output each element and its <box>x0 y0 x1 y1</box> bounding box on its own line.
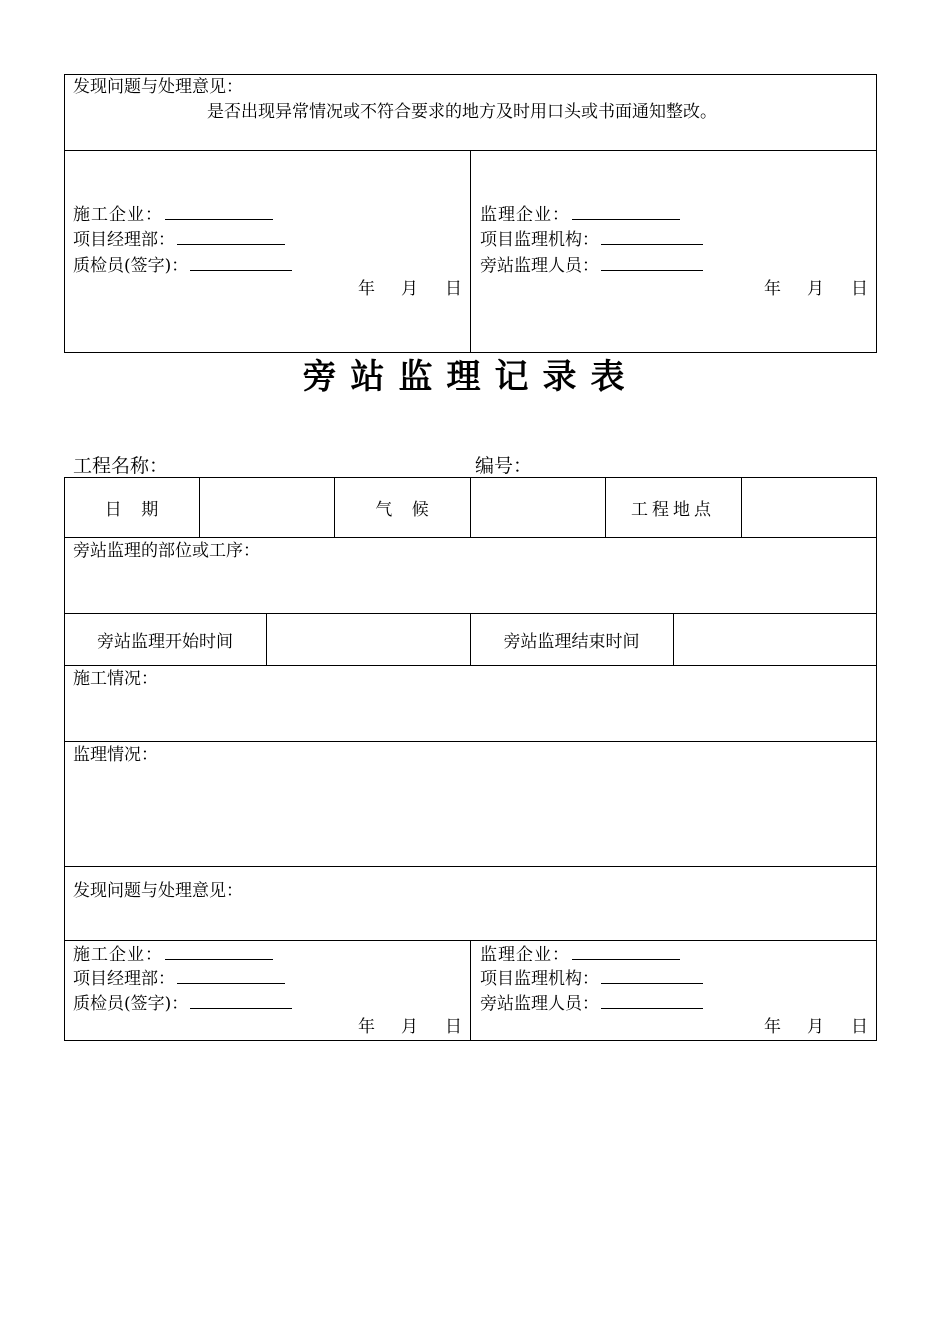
top-contractor-company <box>73 203 273 226</box>
row-divider <box>64 741 877 742</box>
contractor-company <box>73 943 273 966</box>
construction-label: 施工情况： <box>73 669 158 689</box>
top-supervisor-year: 年 <box>764 279 781 299</box>
start-time-value[interactable] <box>266 613 470 665</box>
supervisor-year: 年 <box>764 1017 781 1037</box>
contractor-inspector-label: 质检员(签字)： <box>73 994 189 1014</box>
supervisor-person <box>480 992 703 1015</box>
top-contractor-day: 日 <box>445 279 462 299</box>
contractor-company-label: 施工企业： <box>73 945 163 965</box>
top-contractor-dept-blank[interactable] <box>177 228 285 245</box>
supervisor-person-blank[interactable] <box>601 992 703 1009</box>
end-time-label: 旁站监理结束时间 <box>503 631 640 652</box>
issues-label: 发现问题与处理意见： <box>73 881 243 901</box>
top-contractor-dept-label: 项目经理部： <box>73 230 175 250</box>
weather-value[interactable] <box>470 477 605 537</box>
contractor-dept-label: 项目经理部： <box>73 969 175 989</box>
contractor-day: 日 <box>445 1017 462 1037</box>
top-contractor-month: 月 <box>401 279 418 299</box>
contractor-year: 年 <box>358 1017 375 1037</box>
top-contractor-company-blank[interactable] <box>165 203 273 220</box>
contractor-inspector <box>73 992 292 1015</box>
supervision-label: 监理情况： <box>73 745 158 765</box>
supervisor-month: 月 <box>807 1017 824 1037</box>
supervisor-day: 日 <box>851 1017 868 1037</box>
row-divider <box>64 665 877 666</box>
top-contractor-inspector-blank[interactable] <box>190 254 292 271</box>
top-supervisor-agency <box>480 228 703 251</box>
top-supervisor-company <box>480 203 680 226</box>
supervisor-person-label: 旁站监理人员： <box>480 994 599 1014</box>
contractor-dept-blank[interactable] <box>177 967 285 984</box>
location-value[interactable] <box>741 477 877 537</box>
position-label: 旁站监理的部位或工序： <box>73 541 260 561</box>
end-time-value[interactable] <box>673 613 877 665</box>
top-supervisor-agency-blank[interactable] <box>601 228 703 245</box>
form-title: 旁站监理记录表 <box>302 357 639 397</box>
contractor-month: 月 <box>401 1017 418 1037</box>
contractor-dept <box>73 967 285 990</box>
supervisor-agency <box>480 967 703 990</box>
top-contractor-dept <box>73 228 285 251</box>
location-label: 工程地点 <box>631 499 715 520</box>
project-name-label: 工程名称： <box>73 455 169 477</box>
serial-no-label: 编号： <box>475 455 533 477</box>
weather-label: 气 候 <box>375 499 429 520</box>
top-supervisor-person-blank[interactable] <box>601 254 703 271</box>
top-supervisor-person <box>480 254 703 277</box>
row-divider <box>64 537 877 538</box>
top-issues-label: 发现问题与处理意见： <box>73 77 243 97</box>
top-supervisor-month: 月 <box>807 279 824 299</box>
top-issues-text: 是否出现异常情况或不符合要求的地方及时用口头或书面通知整改。 <box>207 102 717 122</box>
supervisor-company <box>480 943 680 966</box>
supervisor-agency-blank[interactable] <box>601 967 703 984</box>
top-contractor-inspector <box>73 254 292 277</box>
top-supervisor-agency-label: 项目监理机构： <box>480 230 599 250</box>
top-contractor-year: 年 <box>358 279 375 299</box>
top-contractor-inspector-label: 质检员(签字)： <box>73 256 189 276</box>
top-supervisor-company-blank[interactable] <box>572 203 680 220</box>
date-label: 日 期 <box>104 499 159 520</box>
col-divider <box>470 940 471 1041</box>
contractor-company-blank[interactable] <box>165 943 273 960</box>
top-supervisor-day: 日 <box>851 279 868 299</box>
top-contractor-company-label: 施工企业： <box>73 205 163 225</box>
start-time-label: 旁站监理开始时间 <box>97 631 233 652</box>
top-supervisor-person-label: 旁站监理人员： <box>480 256 599 276</box>
supervisor-company-blank[interactable] <box>572 943 680 960</box>
top-supervisor-company-label: 监理企业： <box>480 205 570 225</box>
supervisor-company-label: 监理企业： <box>480 945 570 965</box>
supervisor-agency-label: 项目监理机构： <box>480 969 599 989</box>
row-divider <box>64 866 877 867</box>
contractor-inspector-blank[interactable] <box>190 992 292 1009</box>
date-value[interactable] <box>199 477 334 537</box>
top-form-column-divider <box>470 150 471 353</box>
